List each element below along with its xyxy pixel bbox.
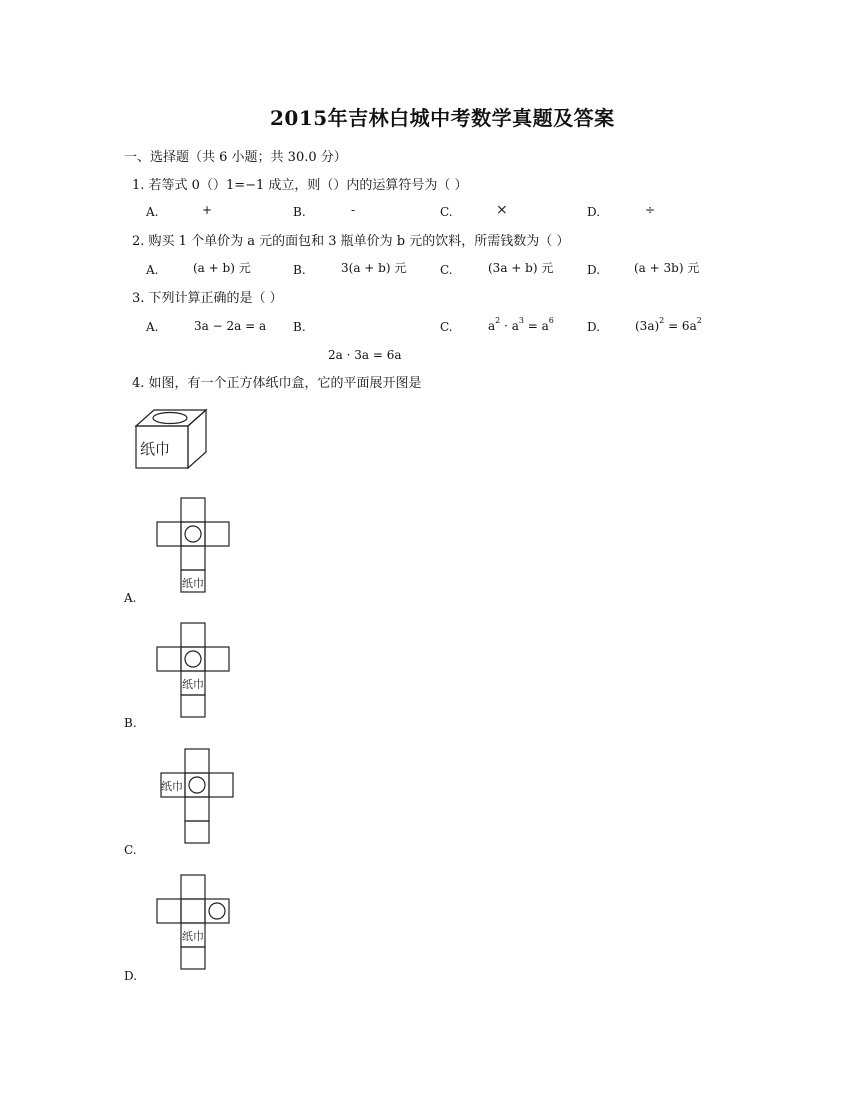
q3-option-d-value: $(3a)^2 = 6a^2$ — [635, 316, 702, 333]
q2-option-d-label: D. — [587, 263, 601, 277]
tissue-box-figure — [126, 402, 212, 472]
question-3-stem: 3. 下列计算正确的是（ ） — [132, 291, 283, 306]
q3-option-b-label: B. — [293, 320, 306, 334]
question-2-stem: 2. 购买 1 个单价为 a 元的面包和 3 瓶单价为 b 元的饮料，所需钱数为（ ） — [132, 234, 570, 249]
q2-option-b-label: B. — [293, 263, 306, 277]
q2-option-d-value: (a + 3b) 元 — [634, 261, 700, 275]
net-b-label: 纸巾 — [182, 678, 204, 691]
q4-option-c-label: C. — [124, 843, 137, 857]
q3-option-c-label: C. — [440, 320, 453, 334]
q3-option-b-value: 2a · 3a = 6a — [328, 348, 402, 362]
q4-option-a-label: A. — [124, 591, 137, 605]
q1-option-a-value: + — [202, 203, 213, 217]
net-d-label: 纸巾 — [182, 930, 204, 943]
q3-option-d-label: D. — [587, 320, 601, 334]
q3-option-c-value: $a^2 \cdot a^3 = a^6$ — [488, 316, 554, 333]
q2-option-b-value: 3(a + b) 元 — [341, 261, 407, 275]
net-option-c-figure — [158, 748, 236, 846]
net-option-a-figure — [156, 497, 232, 595]
box-label: 纸巾 — [140, 440, 171, 458]
question-1-stem: 1. 若等式 0（）1=−1 成立，则（）内的运算符号为（ ） — [132, 178, 468, 193]
q1-option-b-value: - — [351, 203, 356, 217]
net-a-label: 纸巾 — [182, 577, 204, 590]
q1-option-b-label: B. — [293, 205, 306, 219]
net-option-b-figure — [156, 622, 232, 720]
section-heading: 一、选择题（共 6 小题；共 30.0 分） — [124, 150, 347, 165]
q1-option-c-value: × — [496, 202, 508, 218]
net-option-d-figure — [156, 874, 234, 972]
page-title: 2015年吉林白城中考数学真题及答案 — [270, 106, 615, 130]
q2-option-c-value: (3a + b) 元 — [488, 261, 554, 275]
q2-option-c-label: C. — [440, 263, 453, 277]
question-4-stem: 4. 如图，有一个正方体纸巾盒，它的平面展开图是 — [132, 376, 422, 391]
q3-option-a-label: A. — [146, 320, 159, 334]
q1-option-a-label: A. — [146, 205, 159, 219]
q2-option-a-label: A. — [146, 263, 159, 277]
q2-option-a-value: (a + b) 元 — [193, 261, 251, 275]
q1-option-d-label: D. — [587, 205, 601, 219]
net-c-label: 纸巾 — [161, 780, 183, 793]
q1-option-d-value: ÷ — [645, 203, 656, 217]
q1-option-c-label: C. — [440, 205, 453, 219]
q3-option-a-value: 3a − 2a = a — [194, 319, 267, 333]
q4-option-d-label: D. — [124, 969, 138, 983]
q4-option-b-label: B. — [124, 716, 137, 730]
